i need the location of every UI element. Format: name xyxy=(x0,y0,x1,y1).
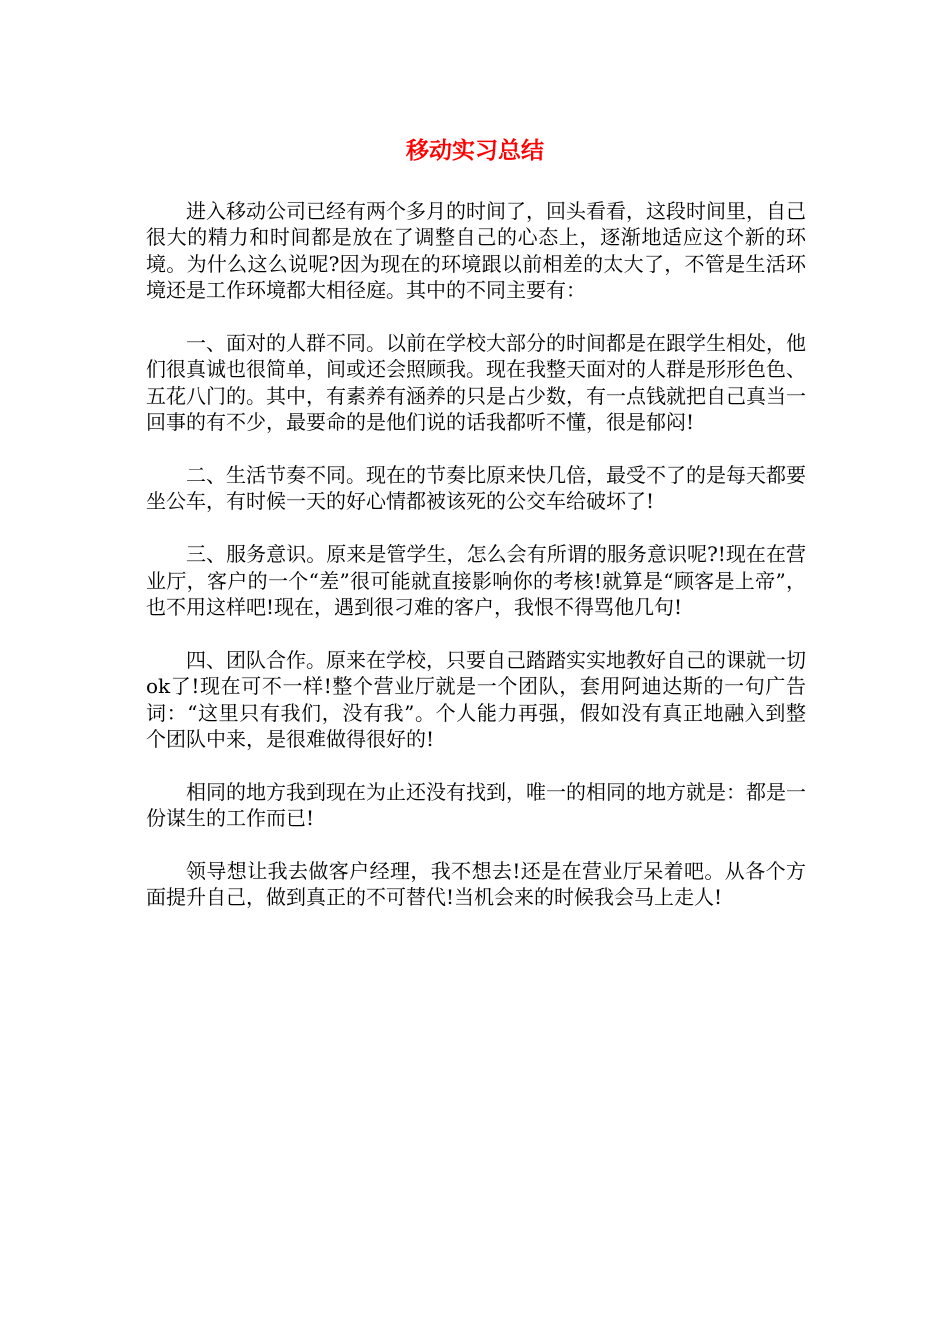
document-title: 移动实习总结 xyxy=(406,138,544,164)
paragraph-point-4: 四、团队合作。原来在学校，只要自己踏踏实实地教好自己的课就一切ok了!现在可不一样!整个营业厅就是一个团队，套用阿迪达斯的一句广告词：“这里只有我们，没有我”。个人能力再强，假如没有真正地融入到整个团队中来，是很难做得很好的! xyxy=(146,647,806,752)
paragraph-conclusion: 领导想让我去做客户经理，我不想去!还是在营业厅呆着吧。从各个方面提升自己，做到真正的不可替代!当机会来的时候我会马上走人! xyxy=(146,859,806,910)
paragraph-point-1: 一、面对的人群不同。以前在学校大部分的时间都是在跟学生相处，他们很真诚也很简单，间或还会照顾我。现在我整天面对的人群是形形色色、五花八门的。其中，有素养有涵养的只是占少数，有一点钱就把自己真当一回事的有不少，最要命的是他们说的话我都听不懂，很是郁闷! xyxy=(146,331,806,435)
paragraph-intro: 进入移动公司已经有两个多月的时间了，回头看看，这段时间里，自己很大的精力和时间都是放在了调整自己的心态上，逐渐地适应这个新的环境。为什么这么说呢?因为现在的环境跟以前相差的太大了，不管是生活环境还是工作环境都大相径庭。其中的不同主要有： xyxy=(146,199,806,303)
paragraph-point-3: 三、服务意识。原来是管学生，怎么会有所谓的服务意识呢?!现在在营业厅，客户的一个“差”很可能就直接影响你的考核!就算是“顾客是上帝”，也不用这样吧!现在，遇到很刁难的客户，我恨不得骂他几句! xyxy=(146,542,806,620)
document-body xyxy=(146,198,806,937)
paragraph-point-2: 二、生活节奏不同。现在的节奏比原来快几倍，最受不了的是每天都要坐公车，有时候一天的好心情都被该死的公交车给破坏了! xyxy=(146,463,806,514)
paragraph-similarity: 相同的地方我到现在为止还没有找到，唯一的相同的地方就是：都是一份谋生的工作而已! xyxy=(146,779,806,831)
